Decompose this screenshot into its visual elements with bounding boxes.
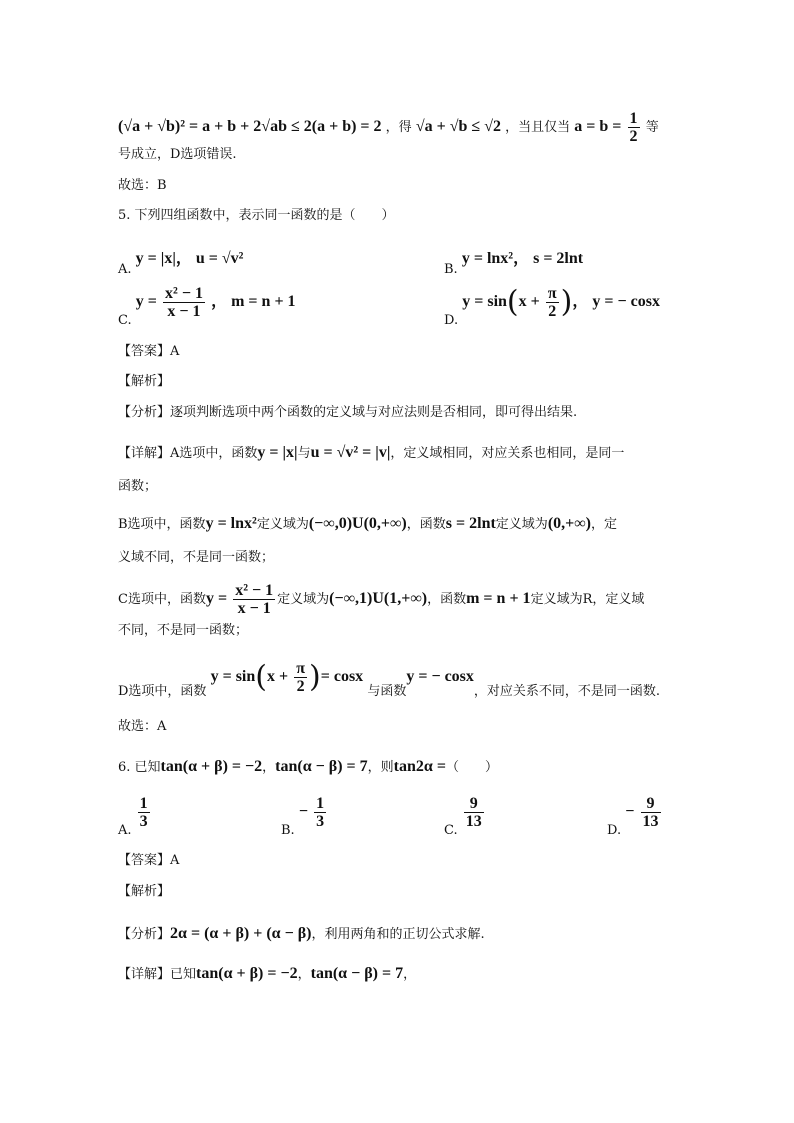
q5-detail-b-cont: 义域不同，不是同一函数； <box>118 550 275 565</box>
line-2: 号成立，D选项错误. <box>118 147 237 162</box>
q5-analysis-title: 【解析】 <box>118 374 171 389</box>
q5-answer: 【答案】A <box>118 344 180 359</box>
pick-b: 故选：B <box>118 178 167 193</box>
q5-option-a: A. y = |x|， u = √v² <box>118 250 244 277</box>
q5-fenxi: 【分析】逐项判断选项中两个函数的定义域与对应法则是否相同，即可得出结果. <box>118 405 578 420</box>
text-deng: 等 <box>645 120 659 135</box>
q5-detail-a-cont: 函数； <box>118 479 158 494</box>
formula-sqrt-sum: (√a + √b)² = a + b + 2√ab ≤ 2(a + b) = 2 <box>118 118 382 135</box>
q6-option-c: C. $\frac{9}{13}$ <box>444 795 482 838</box>
q5-stem: 5. 下列四组函数中，表示同一函数的是（ ） <box>118 208 395 223</box>
c-fraction: $\frac{\text{x² − 1}}{x - 1}$ <box>165 285 203 320</box>
q5-detail-c: C选项中，函数y = $\frac{\text{x² − 1}}{x - 1}$ 定义域为(−∞,1)U(1,+∞)，函数m = n + 1定义域为R，定义域 <box>118 582 645 617</box>
text-de: ，得 <box>385 120 412 135</box>
detail-c-fraction: $\frac{\text{x² − 1}}{x - 1}$ <box>235 582 274 617</box>
q5-pick: 故选：A <box>118 719 167 734</box>
q5-option-d: D. y = sin(x + $\frac{\pi}{2}$ )， y = − cosx <box>444 284 660 328</box>
q6-option-d: D. − $\frac{9}{13}$ <box>607 795 659 838</box>
text-dangqie: ，当且仅当 <box>505 120 571 135</box>
q6-answer: 【答案】A <box>118 853 180 868</box>
q5-option-c: C. y = $\frac{\text{x² − 1}}{x - 1}$ ， m = n + 1 <box>118 285 296 328</box>
q6-analysis-title: 【解析】 <box>118 884 171 899</box>
q6-stem: 6. 已知tan(α + β) = −2，tan(α − β) = 7，则tan2α =（ ） <box>118 758 498 775</box>
q5-option-b: B. y = lnx²， s = 2lnt <box>444 250 584 277</box>
detail-d-fraction: $\frac{\pi}{2}$ <box>296 660 306 695</box>
q6-fenxi: 【分析】2α = (α + β) + (α − β)，利用两角和的正切公式求解. <box>118 925 485 942</box>
q6-option-a: A. $\frac{1}{3}$ <box>118 795 148 838</box>
q6-detail: 【详解】已知tan(α + β) = −2，tan(α − β) = 7， <box>118 965 417 982</box>
cond-fraction: $\frac{1}{2}$ <box>629 110 638 145</box>
line-1 <box>118 110 659 145</box>
q5-detail-d: D选项中，函数 y = sin(x + $\frac{\pi}{2}$ )= cosx 与函数y = − cosx，对应关系不同，不是同一函数. <box>118 659 661 699</box>
cond-lhs: a = b = <box>574 118 622 135</box>
d-fraction: $\frac{\pi}{2}$ <box>547 285 557 320</box>
q6-option-b: B. − $\frac{1}{3}$ <box>281 795 325 838</box>
formula-sqrt-bound: √a + √b ≤ √2 <box>415 118 501 135</box>
q5-detail-b: B选项中，函数y = lnx²定义域为(−∞,0)U(0,+∞)，函数s = 2lnt定义域为(0,+∞)，定 <box>118 515 618 532</box>
q5-detail-c-cont: 不同，不是同一函数； <box>118 623 249 638</box>
q5-detail-a: 【详解】A选项中，函数y = |x|与u = √v² = |v|，定义域相同，对应关系也相同，是同一 <box>118 444 625 461</box>
